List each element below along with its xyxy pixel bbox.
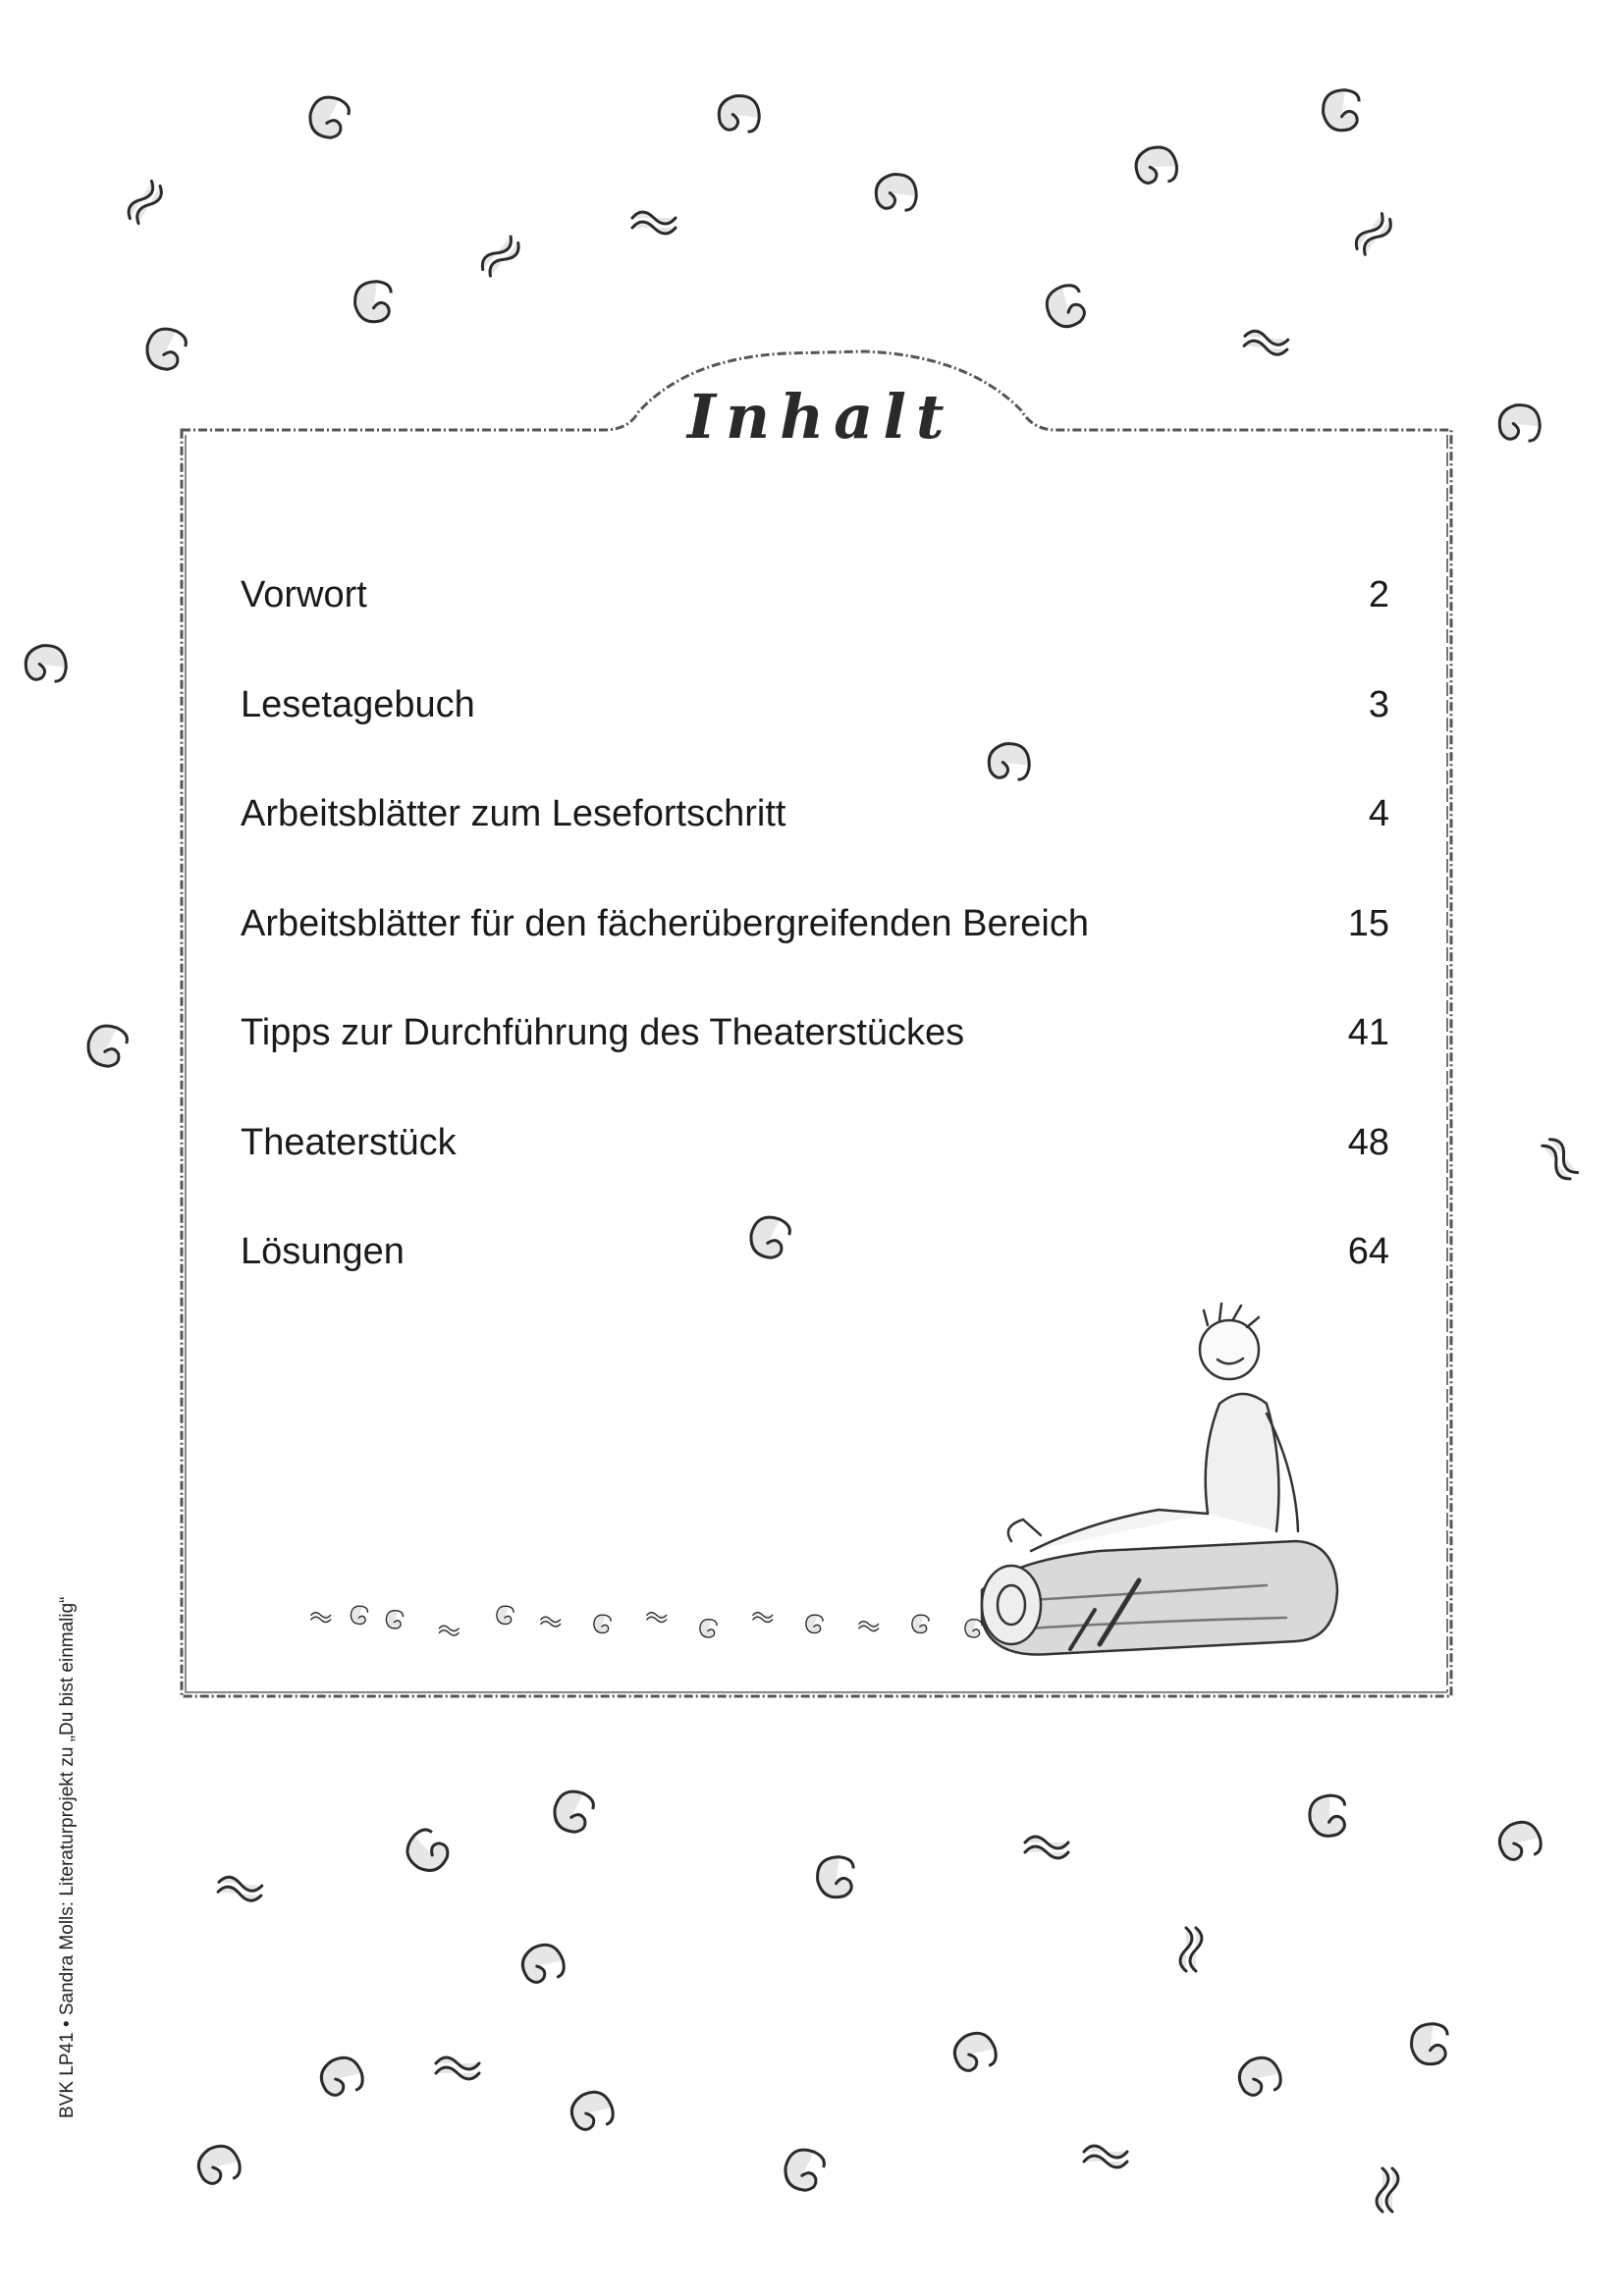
toc-entry-label: Arbeitsblätter für den fächerübergreifenden Bereich [241,902,1089,944]
wood-shaving-icon [783,2147,827,2193]
wood-shaving-icon [814,1854,858,1900]
wood-shaving-icon [1131,141,1181,190]
wood-shaving-icon [965,1620,982,1637]
toc-entry-page: 48 [1347,1121,1389,1163]
wood-shaving-icon [753,1613,773,1623]
wood-shaving-icon [401,1825,454,1877]
wood-shaving-icon [1408,2021,1452,2067]
wood-shaving-icon [1025,1837,1068,1858]
toc-entry-label: Tipps zur Durchführung des Theaterstückes [241,1012,965,1053]
wood-shaving-icon [1244,330,1289,355]
wood-shaving-icon [552,1789,596,1835]
wood-shaving-icon [1496,401,1543,446]
wood-shaving-icon [1084,2146,1127,2167]
toc-entry-page: 4 [1368,793,1389,834]
wood-shaving-icon [1040,280,1092,333]
wood-shaving-icon [352,279,396,325]
wood-shaving-icon [1352,210,1394,258]
wood-shaving-icon [1492,1815,1545,1867]
wood-shaving-icon [478,233,522,280]
wood-shaving-icon [314,2051,367,2103]
wood-shaving-icon [439,1626,459,1635]
wood-shaving-icon [351,1606,367,1624]
toc-entry-page: 64 [1347,1231,1389,1272]
toc-entry-label: Arbeitsblätter zum Lesefortschritt [241,793,786,834]
wood-shaving-icon [125,178,165,226]
wood-shaving-icon [515,1938,568,1990]
wood-shaving-icon [748,1214,792,1260]
wood-shaving-icon [647,1613,667,1623]
wood-shaving-icon [218,1876,263,1901]
wood-shaving-icon [806,1615,823,1632]
page-title: Inhalt [687,381,954,453]
toc-entry-page: 2 [1368,574,1389,615]
wood-shaving-icon [144,326,189,372]
wood-shaving-icon [386,1611,403,1629]
publisher-footer-text: BVK LP41 • Sandra Molls: Literaturprojekt zu „Du bist einmalig“ [57,1596,78,2118]
wood-shaving-icon [1538,1136,1582,1183]
wood-shaving-icon [632,212,676,234]
wood-shaving-icon [716,92,762,136]
wood-shaving-icon [565,2085,618,2137]
toc-entry-page: 3 [1368,683,1389,725]
wood-shaving-icon [1377,2168,1398,2212]
wood-shaving-icon [1232,2051,1285,2103]
wood-shaving-icon [23,642,69,686]
wood-shaving-icon [947,2026,1001,2078]
wood-shaving-icon [912,1615,929,1632]
wood-shaving-icon [859,1622,879,1631]
wood-shaving-icon [307,94,352,140]
toc-entry-label: Lösungen [241,1231,405,1272]
wood-shaving-icon [1180,1928,1202,1971]
toc-entry-label: Theaterstück [241,1121,457,1163]
wood-shaving-icon [873,171,919,215]
wood-shaving-icon [541,1617,561,1627]
wood-shaving-icon [311,1613,331,1623]
wood-shaving-icon [436,2057,479,2079]
wood-shaving-icon [594,1615,611,1632]
toc-entry-label: Vorwort [241,574,367,615]
wood-shaving-icon [1305,1791,1351,1840]
toc-entry-label: Lesetagebuch [241,683,475,725]
wood-shaving-icon [497,1606,514,1624]
toc-entry-page: 41 [1347,1012,1389,1053]
wood-shaving-icon [85,1023,130,1069]
wood-shaving-icon [191,2139,244,2191]
wood-shaving-icon [986,740,1032,784]
wood-shaving-icon [1320,87,1364,133]
wood-shaving-icon [700,1620,717,1637]
toc-entry-page: 15 [1347,902,1389,944]
